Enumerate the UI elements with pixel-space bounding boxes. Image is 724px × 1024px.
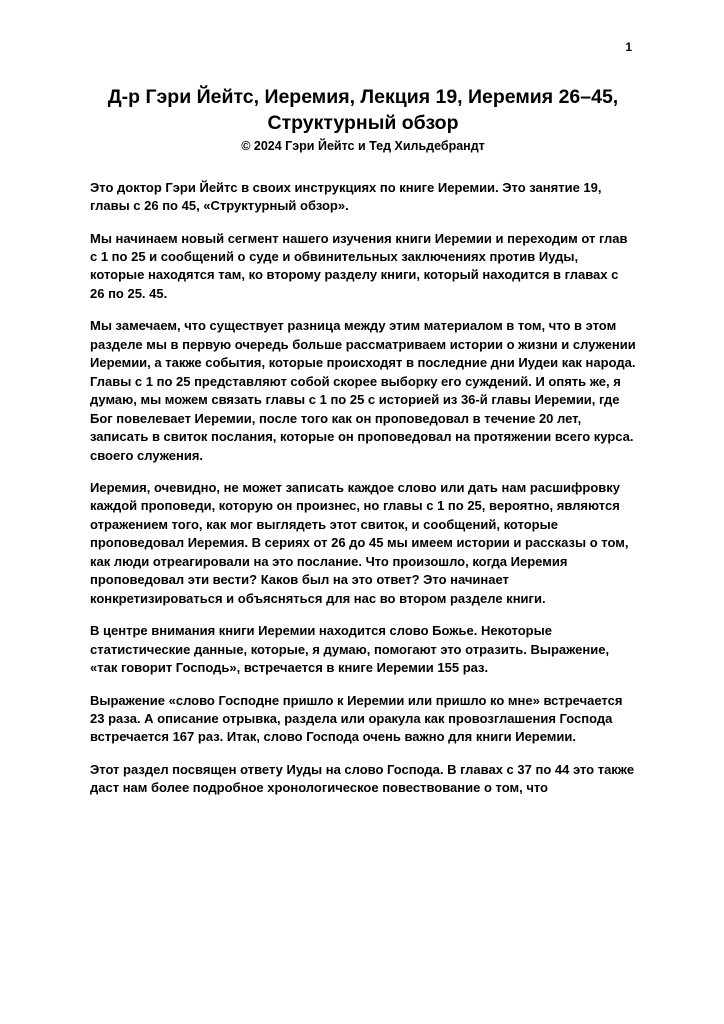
paragraph: Это доктор Гэри Йейтс в своих инструкциях по книге Иеремии. Это занятие 19, главы с 26 по 45, «Структурный обзор». bbox=[90, 179, 602, 214]
title-line-1: Д-р Гэри Йейтс, Иеремия, Лекция 19, Иеремия 26–45, bbox=[107, 86, 619, 108]
paragraph: Этот раздел посвящен ответу Иуды на слово Господа. В главах с 37 по 44 это также даст нам более подробное хронологическое повествование о том, что bbox=[90, 761, 635, 796]
paragraph: Мы замечаем, что существует разница между этим материалом в том, что в этом разделе мы в первую очередь больше рассматриваем истории о жизни и служении Иеремии, а также события, которые происходят в последние дни Иудеи как народа. Главы с 1 по 25 представляют собой скорее выборку его суждений. И опять же, я думаю, мы можем связать главы с 1 по 25 с историей из 36-й главы Иеремии, где Бог повелевает Иеремии, после того как он проповедовал в течение 20 лет, записать в свиток послания, которые он проповедовал на протяжении всего курса. своего служения. bbox=[90, 318, 636, 463]
paragraph: В центре внимания книги Иеремии находится слово Божье. Некоторые статистические данные, которые, я думаю, помогают это отразить. Выражение, «так говорит Господь», встречается в книге Иеремии 155 раз. bbox=[90, 623, 610, 676]
document-title bbox=[93, 84, 633, 137]
paragraph: Выражение «слово Господне пришло к Иеремии или пришло ко мне» встречается 23 раза. А описание отрывка, раздела или оракула как провозглашения Господа встречается 167 раз. Итак, слово Господа очень важно для книги Иеремии. bbox=[90, 692, 623, 745]
paragraph: Мы начинаем новый сегмент нашего изучения книги Иеремии и переходим от глав с 1 по 25 и сообщений о суде и обвинительных заключениях против Иуды, которые находятся там, ко второму разделу книги, который находится в главах с 26 по 25. 45. bbox=[90, 230, 628, 301]
paragraph: Иеремия, очевидно, не может записать каждое слово или дать нам расшифровку каждой проповеди, которую он произнес, но главы с 1 по 25, вероятно, являются отражением того, как мог выглядеть этот свиток, и сообщений, которые проповедовал Иеремия. В сериях от 26 до 45 мы имеем истории и рассказы о том, как люди отреагировали на это послание. Что произошло, когда Иеремия проповедовал эти вести? Каков был на это ответ? Это начинает конкретизироваться и объясняться для нас во втором разделе книги. bbox=[90, 479, 629, 606]
document-body bbox=[90, 179, 636, 798]
title-line-2: Структурный обзор bbox=[267, 112, 459, 135]
copyright-line: © 2024 Гэри Йейтс и Тед Хильдебрандт bbox=[241, 138, 485, 153]
page-number: 1 bbox=[625, 40, 632, 54]
